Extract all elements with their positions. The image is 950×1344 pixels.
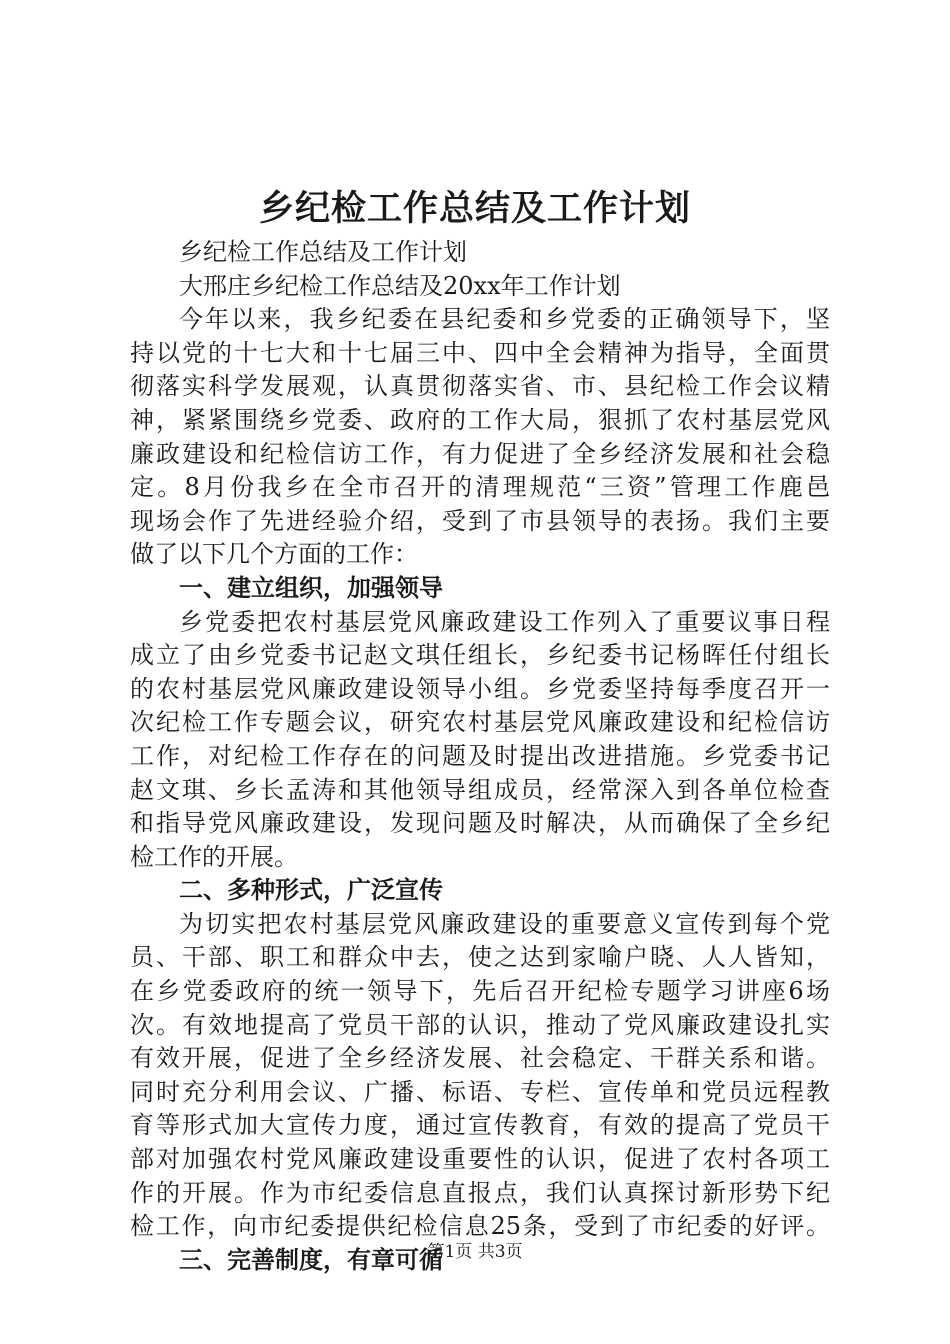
paragraph-line: 乡党委把农村基层党风廉政建设工作列入了重要议事日程 [179,607,830,636]
document-body [130,236,830,1277]
paragraph-line: 作的开展。作为市纪委信息直报点，我们认真探讨新形势下纪 [130,1178,830,1207]
paragraph-line: 定。8月份我乡在全市召开的清理规范“三资”管理工作鹿邑 [130,473,830,502]
paragraph-line: 现场会作了先进经验介绍，受到了市县领导的表扬。我们主要 [130,506,830,535]
document-title: 乡纪检工作总结及工作计划 [258,188,691,229]
paragraph-line: 廉政建设和纪检信访工作，有力促进了全乡经济发展和社会稳 [130,439,830,468]
paragraph-line: 今年以来，我乡纪委在县纪委和乡党委的正确领导下，坚 [179,305,830,334]
subtitle-line: 大邢庄乡纪检工作总结及20xx年工作计划 [179,271,621,300]
section-heading-3: 三、完善制度，有章可循 [179,1245,443,1274]
paragraph-line: 工作，对纪检工作存在的问题及时提出改进措施。乡党委书记 [130,741,830,770]
paragraph-line: 和指导党风廉政建设，发现问题及时解决，从而确保了全乡纪 [130,809,830,838]
paragraph-line: 持以党的十七大和十七届三中、四中全会精神为指导，全面贯 [130,338,830,367]
paragraph-line: 做了以下几个方面的工作： [130,540,418,569]
paragraph-line: 员、干部、职工和群众中去，使之达到家喻户晓、人人皆知， [130,943,830,972]
paragraph-line: 有效开展，促进了全乡经济发展、社会稳定、干群关系和谐。 [130,1044,830,1073]
subtitle-line: 乡纪检工作总结及工作计划 [179,238,467,266]
paragraph-line: 检工作的开展。 [130,842,298,871]
section-heading-2: 二、多种形式，广泛宣传 [179,876,443,905]
paragraph-line: 育等形式加大宣传力度，通过宣传教育，有效的提高了党员干 [130,1111,830,1140]
paragraph-line: 赵文琪、乡长孟涛和其他领导组成员，经常深入到各单位检查 [130,775,830,804]
paragraph-line: 同时充分利用会议、广播、标语、专栏、宣传单和党员远程教 [130,1077,830,1106]
section-heading-1: 一、建立组织，加强领导 [179,573,443,602]
paragraph-line: 次。有效地提高了党员干部的认识，推动了党风廉政建设扎实 [130,1010,830,1039]
paragraph-line: 彻落实科学发展观，认真贯彻落实省、市、县纪检工作会议精 [130,372,830,401]
paragraph-line: 在乡党委政府的统一领导下，先后召开纪检专题学习讲座6场 [130,977,830,1006]
paragraph-line: 次纪检工作专题会议，研究农村基层党风廉政建设和纪检信访 [130,708,830,737]
paragraph-line: 部对加强农村党风廉政建设重要性的认识，促进了农村各项工 [130,1145,830,1174]
paragraph-line: 检工作，向市纪委提供纪检信息25条，受到了市纪委的好评。 [130,1212,830,1241]
paragraph-line: 的农村基层党风廉政建设领导小组。乡党委坚持每季度召开一 [130,674,830,703]
paragraph-line: 神，紧紧围绕乡党委、政府的工作大局，狠抓了农村基层党风 [130,405,830,434]
paragraph-line: 成立了由乡党委书记赵文琪任组长，乡纪委书记杨晖任付组长 [130,641,830,670]
paragraph-line: 为切实把农村基层党风廉政建设的重要意义宣传到每个党 [179,909,830,938]
page-number: 第1页 共3页 [427,1242,523,1262]
